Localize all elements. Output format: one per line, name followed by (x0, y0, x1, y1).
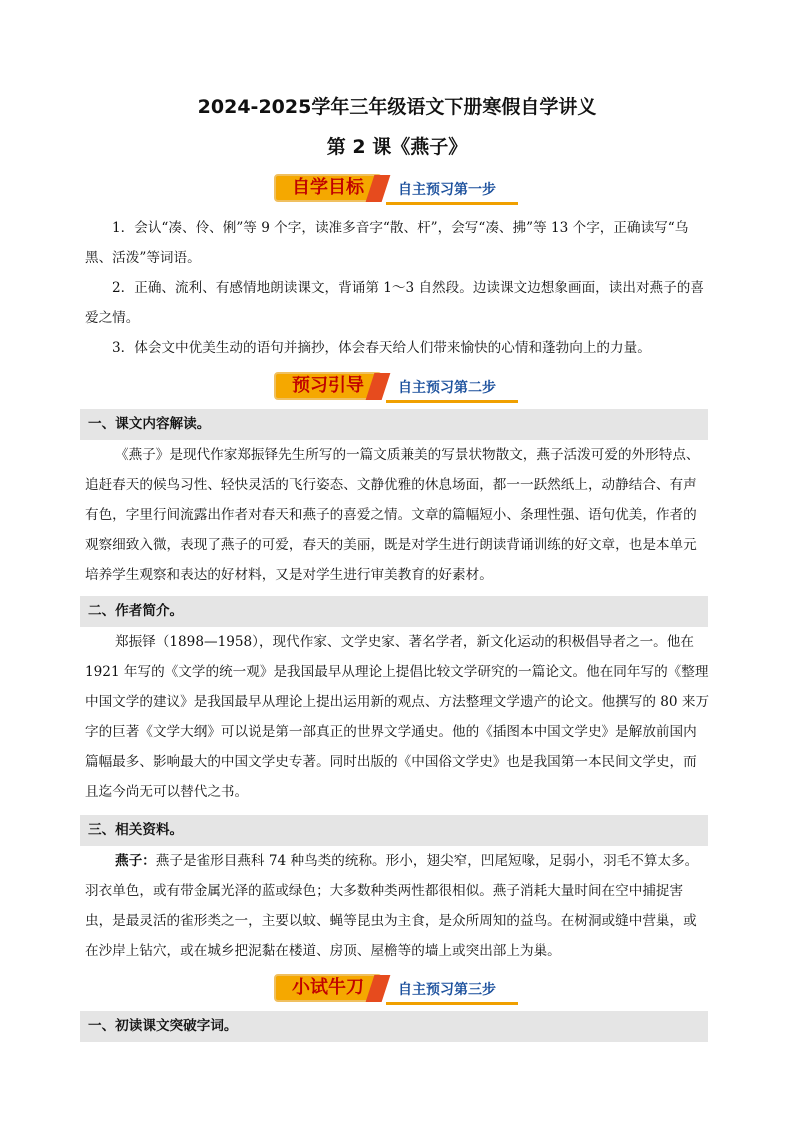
banner-try-it (274, 974, 522, 1004)
author-paragraph: 郑振铎（1898—1958），现代作家、文学史家、著名学者，新文化运动的积极倡导者之一。他在 1921 年写的《文学的统一观》是我国最早从理论上提倡比较文学研究的一篇论文。他在同年写的《整理中国文学的建议》是我国最早从理论上提出运用新的观点、方法整理文学遗产的论文。他撰写的 80 来万字的巨著《文学大纲》可以说是第一部真正的世界文学通史。他的《插图本中国文学史》是解放前国内篇幅最多、影响最大的中国文学史专著。同时出版的《中国俗文学史》也是我国第一本民间文学史，而且迄今尚无可以替代之书。 (85, 634, 710, 800)
section-body-author (85, 627, 710, 807)
banner-subtitle: 自主预习第三步 (398, 982, 496, 998)
keyword-swallow: 燕子： (115, 853, 156, 869)
banner-main-label: 预习引导 (292, 375, 364, 396)
materials-paragraph (85, 846, 710, 966)
banner-subtitle-box (386, 376, 518, 403)
section-body-content (85, 440, 710, 590)
materials-text: 燕子是雀形目燕科 74 种鸟类的统称。形小，翅尖窄，凹尾短喙，足弱小，羽毛不算太多。羽衣单色，或有带金属光泽的蓝或绿色；大多数种类两性都很相似。燕子消耗大量时间在空中捕捉害虫，是最灵活的雀形类之一，主要以蚊、蝇等昆虫为主食，是众所周知的益鸟。在树洞或缝中营巢，或在沙岸上钻穴，或在城乡把泥黏在楼道、房顶、屋檐等的墙上或突出部上为巢。 (85, 853, 699, 959)
banner-preview-guide (274, 372, 522, 402)
banner-subtitle: 自主预习第一步 (398, 182, 496, 198)
content-paragraph: 《燕子》是现代作家郑振铎先生所写的一篇文质兼美的写景状物散文，燕子活泼可爱的外形特点、追赶春天的候鸟习性、轻快灵活的飞行姿态、文静优雅的休息场面，都一一跃然纸上，动静结合、有声有色，字里行间流露出作者对春天和燕子的喜爱之情。文章的篇幅短小、条理性强、语句优美，作者的观察细致入微，表现了燕子的可爱，春天的美丽，既是对学生进行朗读背诵训练的好文章，也是本单元培养学生观察和表达的好材料，又是对学生进行审美教育的好素材。 (85, 447, 700, 583)
banner-subtitle-box (386, 978, 518, 1005)
section-heading-materials: 三、相关资料。 (80, 815, 708, 846)
banner-subtitle-box (386, 178, 518, 205)
section-heading-first-reading: 一、初读课文突破字词。 (80, 1011, 708, 1042)
goal-item: 3．体会文中优美生动的语句并摘抄，体会春天给人们带来愉快的心情和蓬勃向上的力量。 (112, 340, 651, 356)
banner-subtitle: 自主预习第二步 (398, 380, 496, 396)
banner-main-label: 自学目标 (292, 177, 364, 198)
section-heading-author: 二、作者简介。 (80, 596, 708, 627)
section-body-materials (85, 846, 710, 966)
document-title: 2024-2025学年三年级语文下册寒假自学讲义 (197, 96, 597, 118)
section-heading-content: 一、课文内容解读。 (80, 409, 708, 440)
goal-item: 2．正确、流利、有感情地朗读课文，背诵第 1～3 自然段。边读课文边想象画面，读出对燕子的喜爱之情。 (85, 280, 704, 326)
goal-item: 1．会认“凑、伶、俐”等 9 个字，读准多音字“散、杆”，会写“凑、拂”等 13 个字，正确读写“乌黑、活泼”等词语。 (85, 220, 689, 266)
banner-self-study-goals (274, 174, 522, 204)
goals-list (85, 213, 710, 363)
lesson-title: 第 2 课《燕子》 (326, 136, 468, 158)
banner-main-label: 小试牛刀 (292, 977, 364, 998)
